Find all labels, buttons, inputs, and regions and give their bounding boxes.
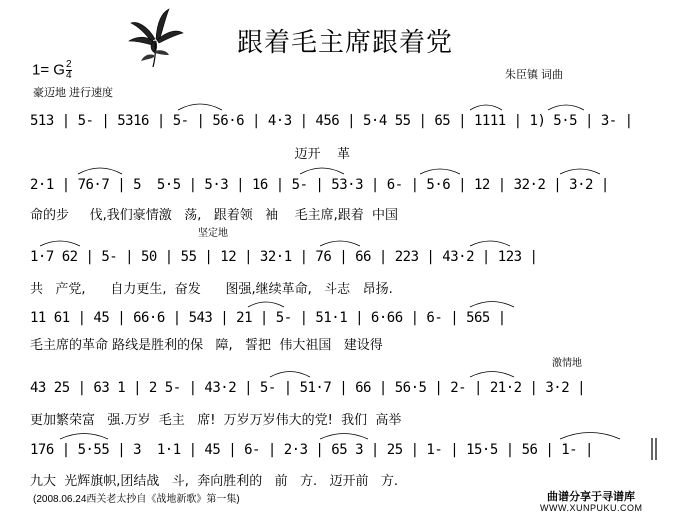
notes-line-6: 176 | 5·55 | 3 1·1 | 45 | 6- | 2·3 | 65 3 | 25 | 1- | 15·5 | 56 | 1- |	[30, 442, 593, 458]
time-signature-bottom: 4	[65, 70, 72, 81]
lyrics-line-2: 命的步 伐,我们豪情激 荡, 跟着领 袖 毛主席,跟着 中国	[30, 208, 399, 223]
source-note: (2008.06.24西关老太抄自《战地新歌》第一集)	[33, 494, 240, 505]
share-credit: 曲谱分享于寻谱库	[547, 491, 635, 503]
notes-line-3: 1·7 62 | 5- | 50 | 55 | 12 | 32·1 | 76 | 66 | 223 | 43·2 | 123 |	[30, 249, 538, 265]
lyrics-line-3: 共 产党, 自力更生, 奋发 图强,继续革命, 斗志 昂扬.	[30, 282, 393, 297]
tempo-mark: 豪迈地 进行速度	[33, 87, 114, 99]
time-signature-top: 2	[65, 59, 72, 70]
dynamic-mark-firm: 坚定地	[198, 228, 228, 239]
key-label: 1= G	[32, 61, 65, 79]
notes-line-5: 43 25 | 63 1 | 2 5- | 43·2 | 5- | 51·7 | 66 | 56·5 | 2- | 21·2 | 3·2 |	[30, 380, 586, 396]
song-title: 跟着毛主席跟着党	[236, 28, 453, 58]
notes-line-4: 11 61 | 45 | 66·6 | 543 | 21 | 5- | 51·1 | 6·66 | 6- | 565 |	[30, 310, 506, 326]
composer-credit: 朱臣镇 词曲	[505, 69, 564, 81]
lyrics-line-4: 毛主席的革命 路线是胜利的保 障, 誓把 伟大祖国 建设得	[30, 338, 383, 353]
notes-line-1: 513 | 5- | 5316 | 5- | 56·6 | 4·3 | 456 | 5·4 55 | 65 | 1111 | 1) 5·5 | 3- |	[30, 113, 633, 129]
time-signature	[66, 60, 72, 81]
dynamic-mark-passionate: 激情地	[552, 358, 582, 369]
lyrics-line-1: 迈开 革	[30, 147, 350, 162]
lyrics-line-6: 九大 光辉旗帜,团结战 斗, 奔向胜利的 前 方. 迈开前 方.	[30, 474, 399, 489]
key-signature	[32, 60, 72, 81]
lyrics-line-5: 更加繁荣富 强.万岁 毛主 席! 万岁万岁伟大的党! 我们 高举	[30, 413, 402, 428]
notes-line-2: 2·1 | 76·7 | 5 5·5 | 5·3 | 16 | 5- | 53·3 | 6- | 5·6 | 12 | 32·2 | 3·2 |	[30, 177, 609, 193]
site-url: WWW.XUNPUKU.COM	[540, 503, 643, 513]
